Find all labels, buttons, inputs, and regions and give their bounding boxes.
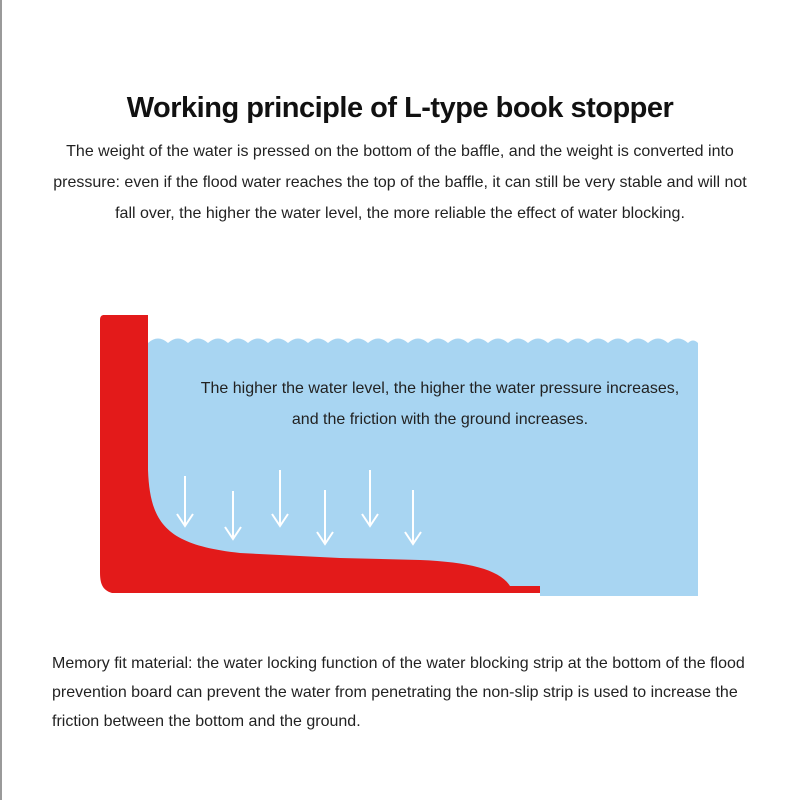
footer-paragraph: Memory fit material: the water locking function of the water blocking strip at the bottom of the flood prevention board can prevent the water from penetrating the non-slip strip is used to increase the friction between the bottom and the ground. xyxy=(52,655,745,730)
stopper-diagram xyxy=(0,300,800,610)
water-label-line1: The higher the water level, the higher the water pressure increases, xyxy=(200,380,680,397)
water-label-line2: and the friction with the ground increases. xyxy=(291,411,589,428)
page-title: Working principle of L-type book stopper xyxy=(126,92,674,124)
intro-paragraph: The weight of the water is pressed on the bottom of the baffle, and the weight is converted into pressure: even if the flood water reaches the top of the baffle, it can still be very stable and will not fall over, the higher the water level, the more reliable the effect of water blocking. xyxy=(53,143,747,222)
